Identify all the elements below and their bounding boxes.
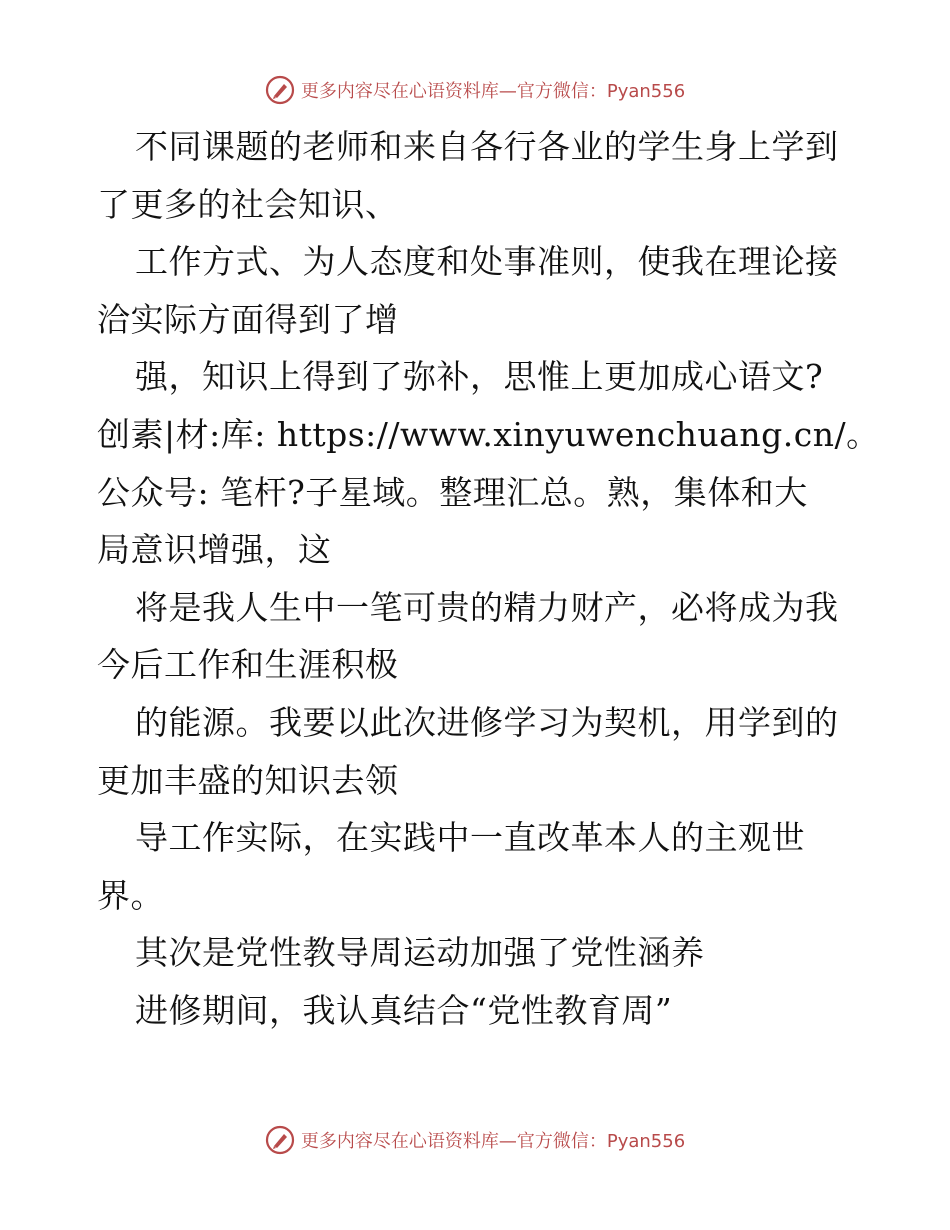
body-line: 其次是党性教导周运动加强了党性涵养 [135, 933, 705, 973]
body-line: 了更多的社会知识、 [97, 184, 399, 224]
document-body [97, 118, 880, 1040]
body-line: 今后工作和生涯积极 [97, 645, 399, 685]
pen-logo-icon [265, 75, 295, 105]
body-line: 工作方式、为人态度和处事准则，使我在理论接 [135, 242, 839, 282]
body-line: 界。 [97, 875, 164, 915]
body-line: 公众号: 笔杆?子星域。整理汇总。熟，集体和大 [97, 472, 808, 512]
header-watermark [0, 70, 950, 110]
watermark-text: 更多内容尽在心语资料库—官方微信：Pyan556 [300, 81, 686, 102]
body-line: 洽实际方面得到了增 [97, 299, 399, 339]
pen-logo-icon [265, 1125, 295, 1155]
footer-watermark [0, 1120, 950, 1160]
body-line: 不同课题的老师和来自各行各业的学生身上学到 [135, 127, 839, 166]
body-line: 创素|材:库: https://www.xinyuwenchuang.cn/。 [97, 414, 880, 454]
body-line: 将是我人生中一笔可贵的精力财产，必将成为我 [135, 587, 839, 627]
watermark-text: 更多内容尽在心语资料库—官方微信：Pyan556 [300, 1131, 686, 1152]
body-line: 的能源。我要以此次进修学习为契机，用学到的 [135, 702, 839, 742]
body-line: 更加丰盛的知识去领 [97, 760, 399, 800]
body-line: 导工作实际，在实践中一直改革本人的主观世 [135, 818, 805, 858]
body-line: 强，知识上得到了弥补，思惟上更加成心语文? [135, 357, 824, 397]
body-line: 局意识增强，这 [97, 530, 332, 570]
body-line: 进修期间，我认真结合“党性教育周” [135, 990, 673, 1030]
